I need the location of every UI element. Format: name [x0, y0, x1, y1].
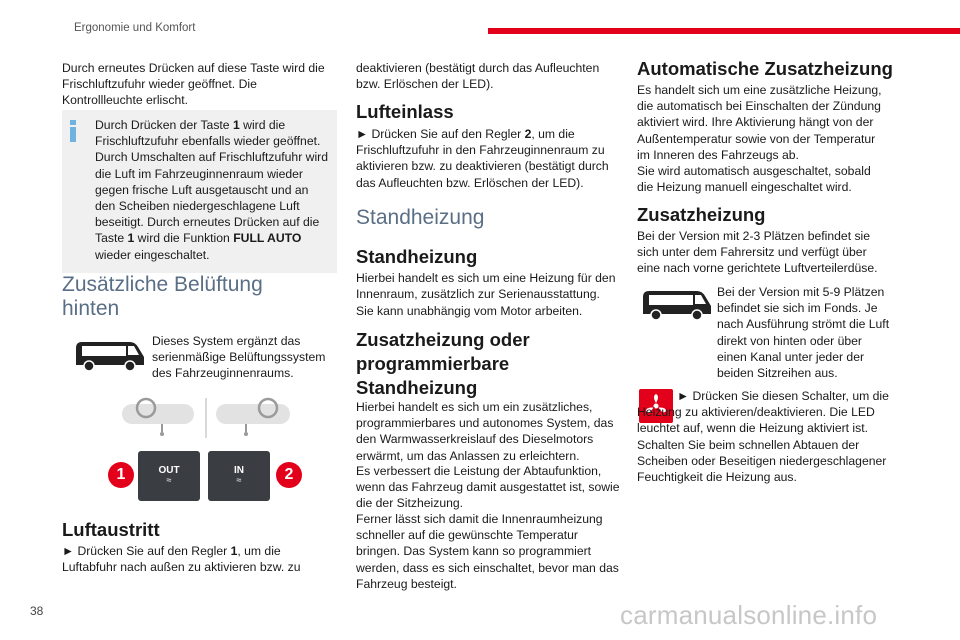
info-icon [67, 120, 79, 142]
zp-text-1: Hierbei handelt es sich um ein zusätzliches, programmierbares und autonomes System, das den Warmwasserkreislauf des Dieselmotors erwärmt, um das Anlassen zu erleichtern. [356, 400, 614, 463]
info-text-post: wieder eingeschaltet. [95, 247, 210, 262]
info-text-mid2: wird die Funktion [134, 231, 234, 246]
airflow-in-icon: ≈ [236, 475, 242, 485]
heading-automatische-zusatzheizung: Automatische Zusatzheizung [637, 58, 893, 79]
section-title-standheizung: Standheizung [356, 206, 485, 229]
in-button-label: IN [234, 465, 244, 476]
watermark: carmanualsonline.info [620, 600, 878, 630]
van-icon [72, 338, 148, 372]
info-text-mid: wird die Frischluftzufuhr ebenfalls wieder geöffnet. Durch Umschalten auf Frischluftzufuhr wird die Luft im Fahrzeuginnenraum wieder gegen frische Luft ausgetauscht und an den Scheiben niedergeschlagene Luft beseitigt. Durch erneutes Drücken auf die Taste [95, 118, 328, 246]
zusatzheizung-text: Bei der Version mit 2-3 Plätzen befindet sie sich unter dem Fahrersitz und verfügt über eine nach vorne gerichtete Luftverteilerdüse. [637, 229, 878, 276]
lufteinlass-text [356, 126, 620, 191]
luftaustritt-pre: ► Drücken Sie auf den Regler [62, 544, 231, 558]
out-button-label: OUT [158, 465, 180, 476]
info-key-1b: 1 [127, 231, 135, 246]
header-accent-bar [488, 28, 960, 34]
info-key-1: 1 [232, 118, 240, 132]
lufteinlass-post: , um die Frischluftzufuhr in den Fahrzeuginnenraum zu aktivieren bzw. zu deaktivieren (bestätigt durch das Aufleuchten bzw. Erlöschen der LED). [356, 127, 609, 190]
column-1 [62, 0, 338, 575]
lufteinlass-key: 2 [524, 127, 532, 141]
airflow-out-icon: ≈ [166, 475, 172, 485]
switch-text-2: Schalten Sie beim schnellen Abtauen der Scheiben oder Beseitigen niedergeschlagener Feuchtigkeit die Heizung aus. [637, 438, 887, 485]
intro-paragraph: Durch erneutes Drücken auf diese Taste wird die Frischluftzufuhr wieder geöffnet. Die Kontrollleuchte erlischt. [62, 61, 325, 108]
info-text-pre: Durch Drücken der Taste [95, 118, 233, 132]
luftaustritt-continued: deaktivieren (bestätigt durch das Aufleuchten bzw. Erlöschen der LED). [356, 61, 600, 92]
section-title-belueftung: Zusätzliche Belüftung hinten [62, 273, 263, 320]
heading-luftaustritt: Luftaustritt [62, 519, 160, 540]
heading-zusatzheizung-programmierbar: Zusatzheizung oder programmierbare Standheizung [356, 329, 530, 398]
luftaustritt-key: 1 [230, 544, 238, 558]
lufteinlass-pre: ► Drücken Sie auf den Regler [356, 127, 525, 141]
zp-text-3: Ferner lässt sich damit die Innenraumheizung schneller auf die gewünschte Temperatur bringen. Das System kann so programmiert werden, dass es sich einschaltet, bevor man das Fahrzeug besteigt. [356, 512, 619, 591]
heading-lufteinlass: Lufteinlass [356, 101, 454, 122]
info-box [62, 110, 337, 273]
luftaustritt-text [62, 543, 330, 575]
air-flow-illustration [122, 396, 302, 440]
out-button[interactable] [138, 451, 200, 501]
standheizung-text-2: Sie kann unabhängig vom Motor arbeiten. [356, 304, 583, 318]
heading-zusatzheizung: Zusatzheizung [637, 204, 766, 225]
page-number: 38 [30, 604, 44, 618]
info-full-auto: FULL AUTO [233, 231, 302, 246]
in-button[interactable] [208, 451, 270, 501]
van-icon [639, 287, 715, 321]
heading-standheizung: Standheizung [356, 246, 478, 267]
belueftung-description: Dieses System ergänzt das serienmäßige Belüftungssystem des Fahrzeuginnenraums. [152, 334, 326, 381]
badge-2: 2 [276, 462, 302, 488]
standheizung-text-1: Hierbei handelt es sich um eine Heizung für den Innenraum, zusätzlich zur Serienausstattung. [356, 271, 616, 302]
switch-text: ► Drücken Sie diesen Schalter, um die Heizung zu aktivieren/deaktivieren. Die LED leuchtet auf, wenn die Heizung aktiviert ist. [637, 389, 889, 436]
luftaustritt-post: , um die Luftabfuhr nach außen zu aktivieren bzw. zu [62, 544, 301, 575]
running-header: Ergonomie und Komfort [74, 22, 196, 34]
badge-1: 1 [108, 462, 134, 488]
auto-text-2: Sie wird automatisch ausgeschaltet, sobald die Heizung manuell eingeschaltet wird. [637, 164, 871, 195]
zusatzheizung-fonds-text: Bei der Version mit 5-9 Plätzen befindet sie sich im Fonds. Je nach Ausführung strömt die Luft direkt von hinten oder über einen Kanal unter jeder der beiden Sitzreihen aus. [717, 285, 890, 381]
zp-text-2: Es verbessert die Leistung der Abtaufunktion, wenn das Fahrzeug damit ausgestattet ist, sowie die der Sitzheizung. [356, 464, 620, 511]
auto-text-1: Es handelt sich um eine zusätzliche Heizung, die automatisch bei Einschalten der Zündung aktiviert wird. Ihre Aktivierung hängt von der Außentemperatur sowie von der Temperatur im Inneren des Fahrzeugs ab. [637, 83, 882, 162]
